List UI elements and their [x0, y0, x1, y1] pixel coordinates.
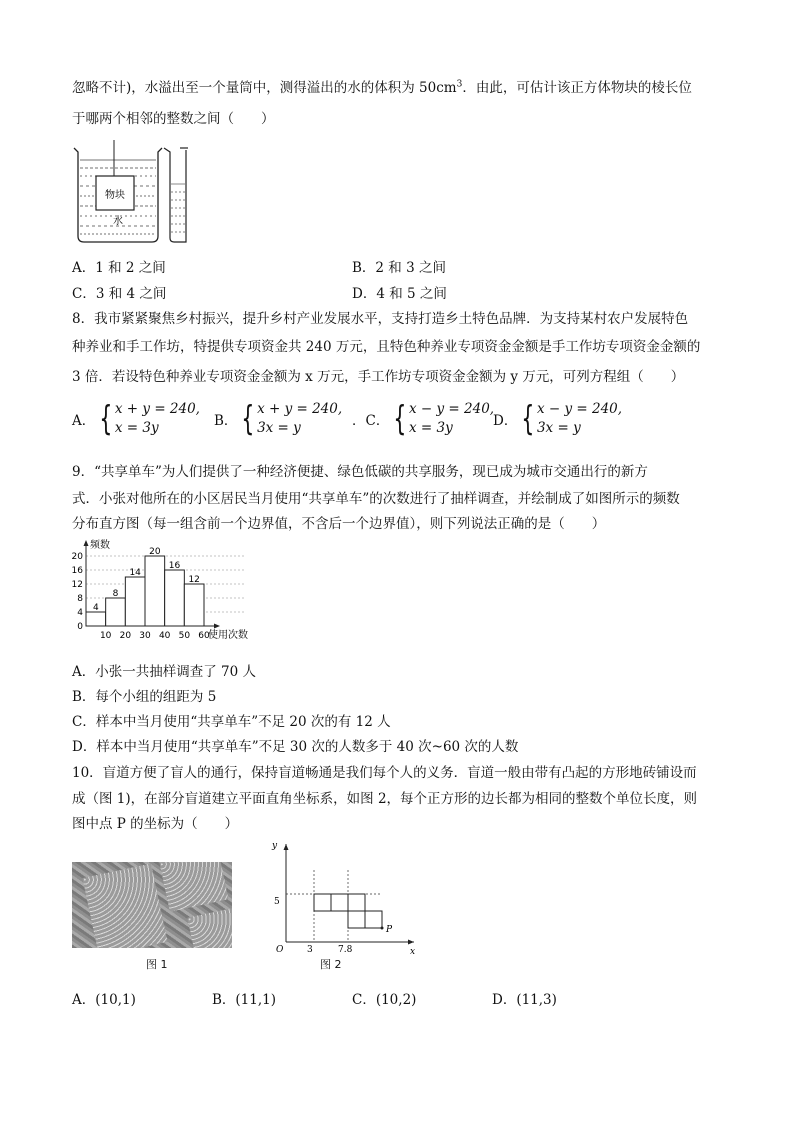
- q9-text-line3: 分布直方图（每一组含前一个边界值，不含后一个边界值），则下列说法正确的是（ ）: [72, 516, 606, 532]
- q8-text-line3: 3 倍．若设特色种养业专项资金金额为 x 万元，手工作坊专项资金金额为 y 万元，可列方程组（ ）: [72, 369, 685, 385]
- x-axis-label: x: [410, 947, 416, 957]
- x-mark-label-2: 7.8: [338, 945, 353, 955]
- bar-value-label: 14: [129, 568, 141, 578]
- q10-text-line2: 成（图 1)，在部分盲道建立平面直角坐标系，如图 2，每个正方形的边长都为相同的整数个单位长度，则: [72, 791, 698, 807]
- histogram-bar: [184, 584, 204, 626]
- y-axis-arrow: [84, 540, 89, 546]
- q10-option-d[interactable]: D．(11,3): [492, 992, 557, 1008]
- point-p-label: P: [386, 925, 393, 935]
- y-tick-label: 16: [72, 566, 83, 576]
- x-tick-label: 30: [139, 631, 151, 641]
- histogram-bar: [165, 570, 185, 626]
- q10-option-c[interactable]: C．(10,2): [352, 992, 417, 1008]
- y-mark-label: 5: [274, 897, 280, 907]
- bar-value-label: 20: [149, 547, 161, 557]
- q8-text-line1: 8．我市紧紧聚焦乡村振兴，提升乡村产业发展水平，支持打造乡土特色品牌．为支持某村农户发展特色: [72, 311, 689, 327]
- y-tick-label: 20: [72, 552, 83, 562]
- x-tick-label: 10: [99, 631, 112, 641]
- y-axis-label: y: [272, 841, 278, 851]
- figure2-caption: 图 2: [320, 958, 342, 971]
- q8-option-c[interactable]: ．C． { x − y = 240, x = 3y: [352, 399, 495, 439]
- bar-value-label: 4: [92, 603, 99, 613]
- q9-option-a[interactable]: A．小张一共抽样调查了 70 人: [72, 664, 257, 680]
- y-axis-title: 频数: [90, 540, 110, 551]
- q7-text-line1: 忽略不计)，水溢出至一个量筒中，测得溢出的水的体积为 $50cm^3$．由此，可估计该正方体物块的棱长位: [72, 79, 692, 96]
- q10-text-line1: 10．盲道方便了盲人的通行，保持盲道畅通是我们每个人的义务．盲道一般由带有凸起的方形地砖铺设而: [72, 765, 697, 781]
- q7-option-c[interactable]: C．3 和 4 之间: [72, 286, 167, 302]
- x-tick-label: 40: [158, 631, 171, 641]
- q9-text-line2: 式．小张对他所在的小区居民当月使用“共享单车”的次数进行了抽样调查，并绘制成了如图所示的频数: [72, 491, 680, 507]
- q9-option-b[interactable]: B．每个小组的组距为 5: [72, 689, 217, 705]
- q8-option-a[interactable]: A． { x + y = 240, x = 3y: [72, 399, 200, 439]
- q9-option-d[interactable]: D．样本中当月使用“共享单车”不足 30 次的人数多于 40 次~60 次的人数: [72, 739, 519, 755]
- q9-option-c[interactable]: C．样本中当月使用“共享单车”不足 20 次的有 12 人: [72, 714, 391, 730]
- x-tick-label: 60: [198, 631, 210, 641]
- y-tick-label: 12: [72, 580, 83, 590]
- histogram-bar: [86, 612, 106, 626]
- tactile-paving-photo: [72, 862, 232, 948]
- q8-option-b[interactable]: B． { x + y = 240, 3x = y: [214, 399, 343, 439]
- block-label: 物块: [105, 190, 125, 201]
- bar-value-label: 8: [112, 589, 119, 599]
- q7-option-a[interactable]: A．1 和 2 之间: [72, 260, 166, 276]
- y-tick-label: 0: [77, 622, 83, 632]
- x-axis-title: 使用次数: [208, 630, 248, 641]
- q10-option-a[interactable]: A．(10,1): [72, 992, 136, 1008]
- q10-text-line3: 图中点 P 的坐标为（ ）: [72, 816, 239, 832]
- frequency-histogram: [72, 536, 272, 646]
- x-axis-arrow: [214, 624, 220, 629]
- bar-value-label: 12: [188, 575, 200, 585]
- water-label: 水: [113, 216, 123, 227]
- q7-option-b[interactable]: B．2 和 3 之间: [352, 260, 446, 276]
- q9-text-line1: 9．“共享单车”为人们提供了一种经济便捷、绿色低碳的共享服务，现已成为城市交通出行的新方: [72, 464, 648, 480]
- x-tick-label: 20: [119, 631, 132, 641]
- bar-value-label: 16: [168, 561, 181, 571]
- figure1-caption: 图 1: [146, 958, 168, 971]
- coordinate-figure: [262, 838, 422, 958]
- origin-label: O: [276, 945, 284, 955]
- q8-text-line2: 种养业和手工作坊，特提供专项资金共 240 万元，且特色种养业专项资金金额是手工作坊专项资金金额的: [72, 339, 701, 355]
- x-mark-label-1: 3: [307, 945, 313, 955]
- x-tick-label: 50: [178, 631, 191, 641]
- q10-option-b[interactable]: B．(11,1): [212, 992, 277, 1008]
- q7-text-line2: 于哪两个相邻的整数之间（ ）: [72, 111, 275, 127]
- histogram-bar: [106, 598, 126, 626]
- y-tick-label: 8: [77, 594, 83, 604]
- histogram-bar: [125, 577, 145, 626]
- y-tick-label: 4: [77, 608, 83, 618]
- q7-option-d[interactable]: D．4 和 5 之间: [352, 286, 447, 302]
- histogram-bar: [145, 556, 165, 626]
- beaker-figure: [70, 140, 200, 248]
- q8-option-d[interactable]: D． { x − y = 240, 3x = y: [493, 399, 623, 439]
